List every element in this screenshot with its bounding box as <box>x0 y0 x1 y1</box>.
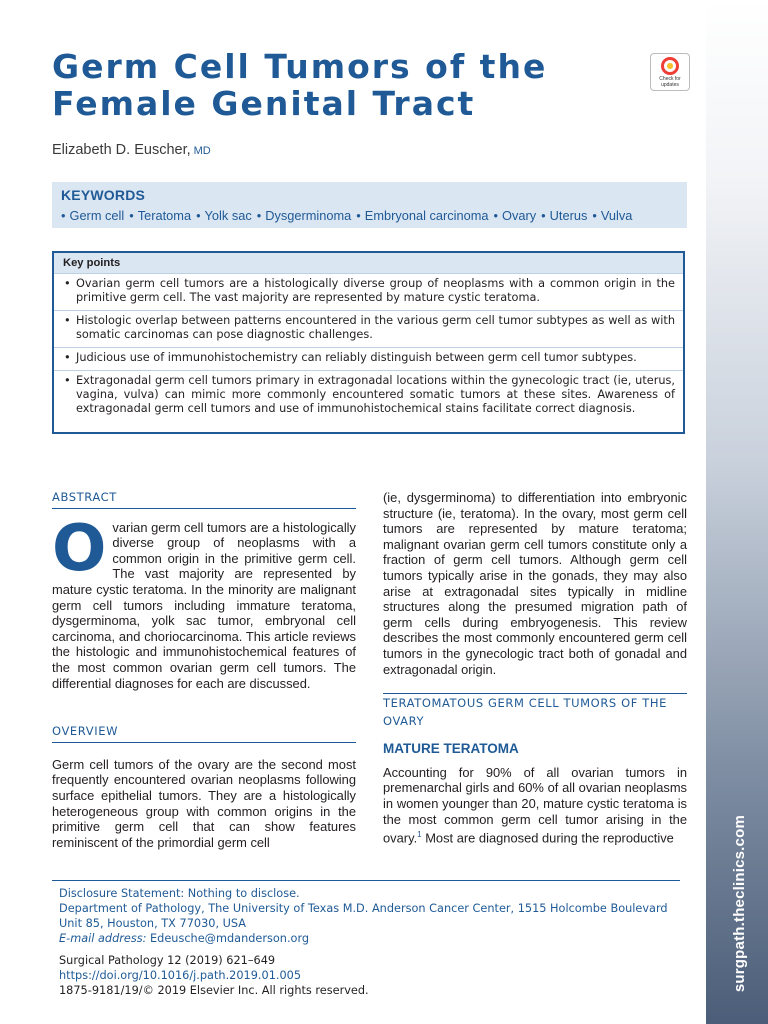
abstract-paragraph <box>52 511 356 692</box>
journal-side-strip <box>706 0 768 1024</box>
author-name: Elizabeth D. Euscher, <box>52 142 191 158</box>
key-points-list <box>54 273 683 421</box>
affiliation: Department of Pathology, The University of Texas M.D. Anderson Cancer Center, 1515 Holcombe Boulevard Unit 85, Houston, TX 77030, USA <box>59 902 668 930</box>
mature-teratoma-heading: MATURE TERATOMA <box>383 741 519 757</box>
key-point-item: • Histologic overlap between patterns encountered in the various germ cell tumor subtypes as well as with somatic carcinomas can pose diagnostic challenges. <box>54 310 683 347</box>
key-points-heading: Key points <box>54 253 683 273</box>
keyword-item: • Teratoma <box>129 208 191 223</box>
key-point-item: • Judicious use of immunohistochemistry can reliably distinguish between germ cell tumor subtypes. <box>54 347 683 370</box>
keywords-heading: KEYWORDS <box>61 187 146 203</box>
mature-teratoma-text <box>383 765 687 846</box>
crossmark-icon <box>661 57 679 75</box>
mature-teratoma-text-a: Accounting for 90% of all ovarian tumors in premenarchal girls and 60% of all ovarian neoplasms in women younger than 20, mature cystic teratoma is the most common germ cell tumor arising in the ovary. <box>383 764 687 846</box>
teratomatous-heading: TERATOMATOUS GERM CELL TUMORS OF THE OVARY <box>383 693 687 732</box>
left-column <box>52 490 356 850</box>
key-point-item: • Extragonadal germ cell tumors primary in extragonadal locations within the gynecologic tract (ie, uterus, vagina, vulva) can mimic more commonly encountered somatic tumors at these sites. Awareness of extragonadal germ cell tumors and use of immunohistochemical stains facilitate correct diagnosis. <box>54 370 683 421</box>
abstract-heading: ABSTRACT <box>52 490 356 509</box>
email-address[interactable]: Edeusche@mdanderson.org <box>150 932 310 945</box>
doi-link[interactable]: https://doi.org/10.1016/j.path.2019.01.005 <box>59 969 302 982</box>
disclosure-statement: Disclosure Statement: Nothing to disclose. <box>59 887 300 900</box>
author-degree: MD <box>193 145 211 157</box>
footer-notes <box>59 886 684 946</box>
overview-heading: OVERVIEW <box>52 724 356 743</box>
overview-text-left: Germ cell tumors of the ovary are the second most frequently encountered ovarian neoplasms following surface epithelial tumors. They are a histologically heterogeneous group with common origins in the primitive germ cell that can show features reminiscent of the primordial germ cell <box>52 756 356 850</box>
article-title: Germ Cell Tumors of the Female Genital Tract <box>52 47 548 123</box>
citation-block <box>59 953 369 998</box>
keyword-item: • Yolk sac <box>196 208 252 223</box>
keyword-item: • Germ cell <box>61 208 124 223</box>
right-column <box>383 490 687 846</box>
keywords-box <box>52 182 687 228</box>
email-label: E-mail address: <box>59 932 147 945</box>
author-line <box>52 142 211 158</box>
keyword-item: • Uterus <box>541 208 587 223</box>
key-point-item: • Ovarian germ cell tumors are a histologically diverse group of neoplasms with a common origin in the primitive germ cell. The vast majority are represented by mature cystic teratoma. <box>54 273 683 310</box>
overview-text-right: (ie, dysgerminoma) to differentiation into embryonic structure (ie, teratoma). In the ovary, most germ cell tumors are represented by mature teratoma; malignant ovarian germ cell tumors constitute only a fraction of germ cell tumors. Although germ cell tumors typically arise in the gonads, they may also arise at extragonadal sites typically in midline structures along the presumed migration path of germ cells during embryogenesis. This review describes the most commonly encountered germ cell tumors in the gynecologic tract both of gonadal and extragonadal origin. <box>383 490 687 677</box>
email-line <box>59 931 684 946</box>
keyword-item: • Vulva <box>592 208 632 223</box>
journal-citation: Surgical Pathology 12 (2019) 621–649 <box>59 954 276 967</box>
keyword-item: • Embryonal carcinoma <box>356 208 488 223</box>
key-points-box <box>52 251 685 434</box>
keyword-item: • Ovary <box>494 208 537 223</box>
check-for-updates-badge[interactable] <box>650 53 690 91</box>
keywords-list <box>61 208 637 223</box>
crossmark-label: Check for updates <box>659 76 681 88</box>
abstract-text: varian germ cell tumors are a histologically diverse group of neoplasms with a common origin in the primitive germ cell. The vast majority are represented by mature cystic teratoma. In the minority are malignant germ cell tumors including immature teratoma, dysgerminoma, yolk sac tumor, embryonal cell carcinoma, and choriocarcinoma. This article reviews the histologic and immunohistochemical features of the most common ovarian germ cell tumors. The differential diagnoses for each are discussed. <box>52 519 356 691</box>
copyright: 1875-9181/19/© 2019 Elsevier Inc. All rights reserved. <box>59 984 369 997</box>
journal-url[interactable]: surgpath.theclinics.com <box>731 814 748 992</box>
abstract-dropcap: O <box>52 511 107 586</box>
reference-link[interactable]: 1 <box>417 830 422 840</box>
footer-divider <box>52 880 680 881</box>
mature-teratoma-text-b: Most are diagnosed during the reproductive <box>421 830 674 846</box>
keyword-item: • Dysgerminoma <box>257 208 352 223</box>
